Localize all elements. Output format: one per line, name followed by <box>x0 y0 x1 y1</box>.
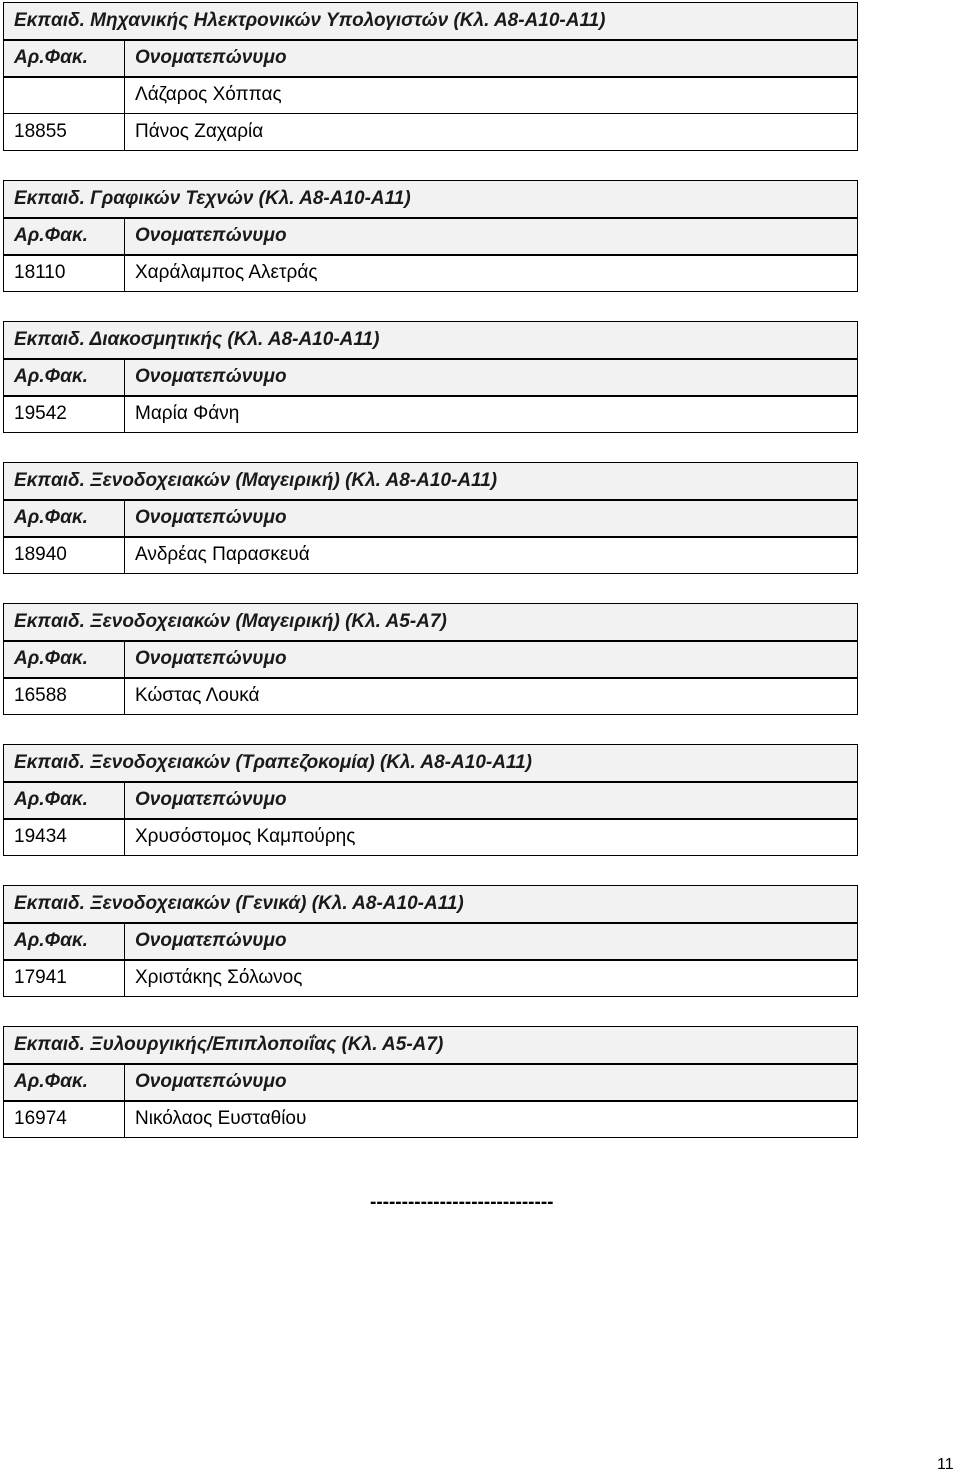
section-title-row <box>4 886 858 923</box>
column-header-row <box>4 923 858 960</box>
section-title: Εκπαιδ. Διακοσμητικής (Κλ. Α8-Α10-Α11) <box>4 322 858 359</box>
section-table <box>3 180 858 292</box>
column-header-full-name: Ονοματεπώνυμο <box>125 923 858 960</box>
full-name-cell: Νικόλαος Ευσταθίου <box>125 1101 858 1138</box>
column-header-row <box>4 782 858 819</box>
section-title-row <box>4 3 858 40</box>
file-number-cell: 18940 <box>4 537 125 574</box>
section-table <box>3 603 858 715</box>
section-title: Εκπαιδ. Ξενοδοχειακών (Τραπεζοκομία) (Κλ. Α8-Α10-Α11) <box>4 745 858 782</box>
column-header-file-number: Αρ.Φακ. <box>4 40 125 77</box>
section-title-row <box>4 181 858 218</box>
table-row <box>4 819 858 856</box>
section-title-row <box>4 322 858 359</box>
section-title-row <box>4 745 858 782</box>
table-row <box>4 255 858 292</box>
section-table <box>3 885 858 997</box>
column-header-file-number: Αρ.Φακ. <box>4 641 125 678</box>
section-title-row <box>4 1027 858 1064</box>
table-row <box>4 678 858 715</box>
column-header-file-number: Αρ.Φακ. <box>4 218 125 255</box>
column-header-file-number: Αρ.Φακ. <box>4 923 125 960</box>
file-number-cell <box>4 77 125 114</box>
section-title: Εκπαιδ. Ξενοδοχειακών (Μαγειρική) (Κλ. Α5-Α7) <box>4 604 858 641</box>
section-table <box>3 2 858 151</box>
file-number-cell: 19542 <box>4 396 125 433</box>
section-title-row <box>4 604 858 641</box>
full-name-cell: Μαρία Φάνη <box>125 396 858 433</box>
column-header-file-number: Αρ.Φακ. <box>4 500 125 537</box>
page-number: 11 <box>937 1456 954 1473</box>
column-header-full-name: Ονοματεπώνυμο <box>125 359 858 396</box>
column-header-full-name: Ονοματεπώνυμο <box>125 1064 858 1101</box>
column-header-full-name: Ονοματεπώνυμο <box>125 782 858 819</box>
column-header-file-number: Αρ.Φακ. <box>4 359 125 396</box>
file-number-cell: 16974 <box>4 1101 125 1138</box>
full-name-cell: Χριστάκης Σόλωνος <box>125 960 858 997</box>
column-header-full-name: Ονοματεπώνυμο <box>125 218 858 255</box>
column-header-file-number: Αρ.Φακ. <box>4 1064 125 1101</box>
section-title-row <box>4 463 858 500</box>
table-row <box>4 1101 858 1138</box>
section-title: Εκπαιδ. Ξενοδοχειακών (Γενικά) (Κλ. Α8-Α10-Α11) <box>4 886 858 923</box>
column-header-row <box>4 641 858 678</box>
section-title: Εκπαιδ. Ξενοδοχειακών (Μαγειρική) (Κλ. Α8-Α10-Α11) <box>4 463 858 500</box>
column-header-row <box>4 359 858 396</box>
file-number-cell: 18110 <box>4 255 125 292</box>
file-number-cell: 16588 <box>4 678 125 715</box>
column-header-file-number: Αρ.Φακ. <box>4 782 125 819</box>
section-table <box>3 321 858 433</box>
file-number-cell: 18855 <box>4 114 125 151</box>
table-row <box>4 77 858 114</box>
table-row <box>4 396 858 433</box>
section-title: Εκπαιδ. Γραφικών Τεχνών (Κλ. Α8-Α10-Α11) <box>4 181 858 218</box>
section-title: Εκπαιδ. Μηχανικής Ηλεκτρονικών Υπολογιστών (Κλ. Α8-Α10-Α11) <box>4 3 858 40</box>
full-name-cell: Λάζαρος Χόππας <box>125 77 858 114</box>
column-header-row <box>4 40 858 77</box>
full-name-cell: Πάνος Ζαχαρία <box>125 114 858 151</box>
full-name-cell: Χρυσόστομος Καμπούρης <box>125 819 858 856</box>
section-divider: ----------------------------- <box>370 1192 554 1213</box>
column-header-full-name: Ονοματεπώνυμο <box>125 40 858 77</box>
column-header-full-name: Ονοματεπώνυμο <box>125 641 858 678</box>
document-body <box>3 2 857 1167</box>
full-name-cell: Κώστας Λουκά <box>125 678 858 715</box>
column-header-full-name: Ονοματεπώνυμο <box>125 500 858 537</box>
section-title: Εκπαιδ. Ξυλουργικής/Επιπλοποιΐας (Κλ. Α5-Α7) <box>4 1027 858 1064</box>
file-number-cell: 19434 <box>4 819 125 856</box>
section-table <box>3 744 858 856</box>
table-row <box>4 114 858 151</box>
column-header-row <box>4 500 858 537</box>
column-header-row <box>4 218 858 255</box>
full-name-cell: Χαράλαμπος Αλετράς <box>125 255 858 292</box>
column-header-row <box>4 1064 858 1101</box>
table-row <box>4 537 858 574</box>
section-table <box>3 462 858 574</box>
file-number-cell: 17941 <box>4 960 125 997</box>
full-name-cell: Ανδρέας Παρασκευά <box>125 537 858 574</box>
table-row <box>4 960 858 997</box>
section-table <box>3 1026 858 1138</box>
